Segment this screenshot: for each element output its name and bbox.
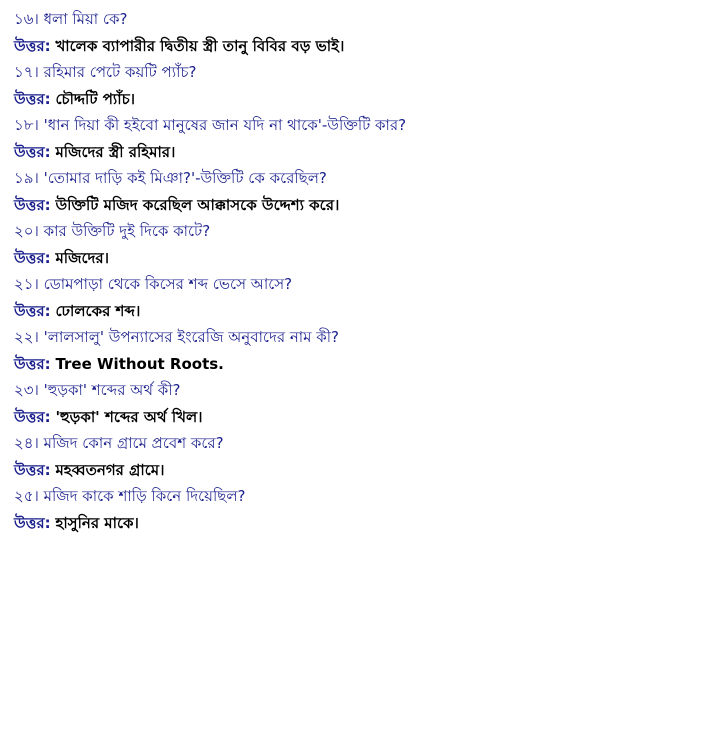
answer-text: ঢোলকের শব্দ।: [55, 301, 141, 320]
answer-prefix: উত্তর:: [14, 89, 51, 108]
question-19: ১৯। 'তোমার দাড়ি কই মিঞা?'-উক্তিটি কে করেছিল?: [14, 169, 327, 187]
answer-prefix: উত্তর:: [14, 407, 51, 426]
question-25: ২৫। মজিদ কাকে শাড়ি কিনে দিয়েছিল?: [14, 487, 246, 505]
answer-text: উক্তিটি মজিদ করেছিল আক্কাসকে উদ্দেশ্য করে।: [55, 195, 340, 214]
answer-16: [14, 33, 704, 60]
answer-22: [14, 351, 704, 378]
question-22: ২২। 'লালসালু' উপন্যাসের ইংরেজি অনুবাদের নাম কী?: [14, 328, 339, 346]
answer-text: হাসুনির মাকে।: [55, 513, 139, 532]
answer-text: 'হুড়কা' শব্দের অর্থ খিল।: [55, 407, 203, 426]
qa-list: [14, 6, 704, 536]
answer-19: [14, 192, 704, 219]
answer-prefix: উত্তর:: [14, 142, 51, 161]
answer-prefix: উত্তর:: [14, 248, 51, 267]
answer-prefix: উত্তর:: [14, 301, 51, 320]
answer-text: খালেক ব্যাপারীর দ্বিতীয় স্ত্রী তানু বিবির বড় ভাই।: [55, 36, 345, 55]
answer-21: [14, 298, 704, 325]
answer-23: [14, 404, 704, 431]
answer-prefix: উত্তর:: [14, 195, 51, 214]
answer-24: [14, 457, 704, 484]
question-20: ২০। কার উক্তিটি দুই দিকে কাটে?: [14, 222, 211, 240]
answer-text: Tree Without Roots.: [55, 354, 224, 373]
question-18: ১৮। 'ধান দিয়া কী হইবো মানুষের জান যদি না থাকে'-উক্তিটি কার?: [14, 116, 407, 134]
answer-text: মহব্বতনগর গ্রামে।: [55, 460, 165, 479]
question-23: ২৩। 'হুড়কা' শব্দের অর্থ কী?: [14, 381, 181, 399]
answer-prefix: উত্তর:: [14, 513, 51, 532]
answer-text: চৌদ্দটি প্যাঁচ।: [55, 89, 136, 108]
answer-prefix: উত্তর:: [14, 354, 51, 373]
answer-text: মজিদের স্ত্রী রহিমার।: [55, 142, 176, 161]
question-17: ১৭। রহিমার পেটে কয়টি প্যাঁচ?: [14, 63, 197, 81]
answer-17: [14, 86, 704, 113]
question-24: ২৪। মজিদ কোন গ্রামে প্রবেশ করে?: [14, 434, 224, 452]
answer-text: মজিদের।: [55, 248, 110, 267]
answer-18: [14, 139, 704, 166]
question-16: ১৬। ধলা মিয়া কে?: [14, 10, 128, 28]
answer-prefix: উত্তর:: [14, 36, 51, 55]
answer-prefix: উত্তর:: [14, 460, 51, 479]
question-21: ২১। ডোমপাড়া থেকে কিসের শব্দ ভেসে আসে?: [14, 275, 293, 293]
answer-25: [14, 510, 704, 537]
answer-20: [14, 245, 704, 272]
